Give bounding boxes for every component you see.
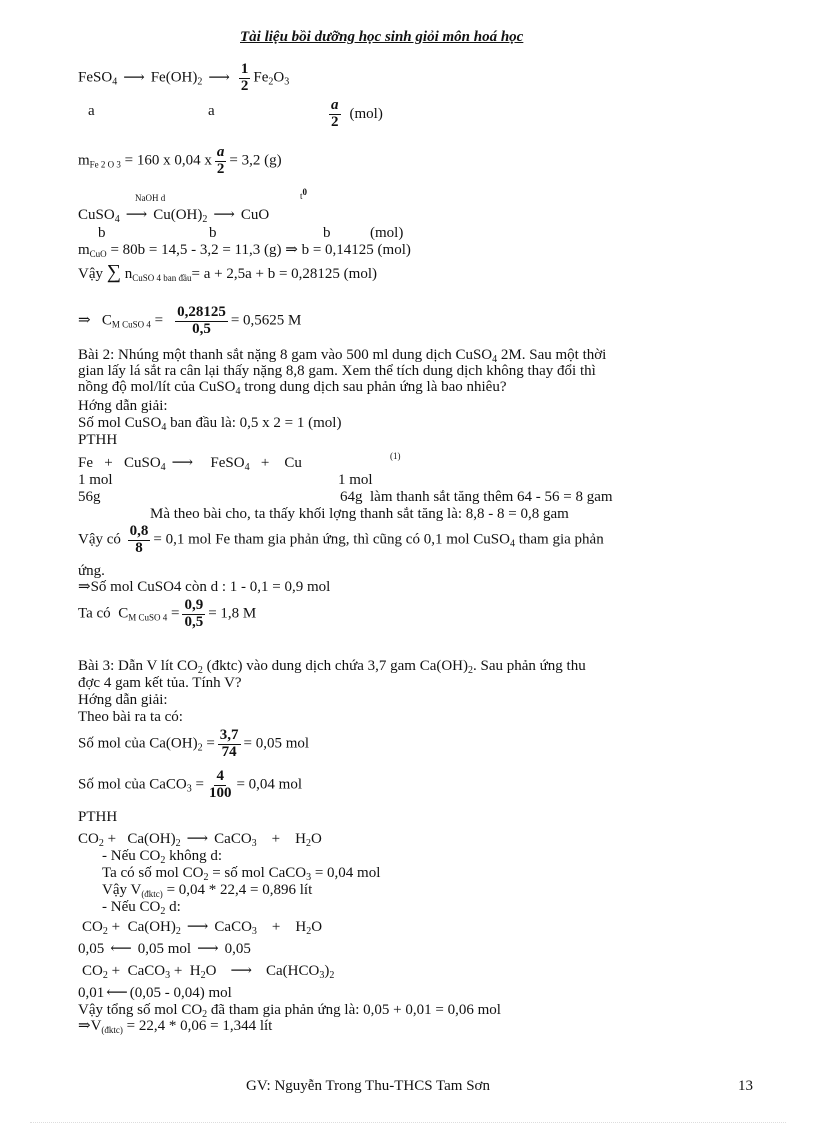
b3-m3: 0,01 ⟵ (0,05 - 0,04) mol [78, 985, 232, 1001]
b2-mol1: 1 mol [78, 472, 113, 488]
b2-pthh: PTHH [78, 432, 118, 448]
naoh-label: NaOH d [135, 193, 166, 203]
b2-eq-note: (1) [390, 451, 401, 461]
mol-b-3: b [323, 225, 331, 241]
b3-vfinal: $\Rightarrow V_{(đktc)} = 22,4 * 0,06 = 1,344$ lít [78, 1018, 273, 1035]
b3-case2: - Nếu $CO_2$ d: [102, 899, 181, 917]
b2-taco: Ta có $C_{M CuSO 4}$ = $\frac{0,9}{0,5}$ = 1,8 M [78, 597, 257, 630]
mass-cuo: $m_{CuO} = 80b = 14,5 - 3,2 = 11,3$ (g) ⇒ b = 0,14125 (mol) [78, 242, 411, 259]
cm-cuso4: ⇒ $C_{M CuSO 4}$ = $\frac{0,28125}{0,5}$ = 0,5625 M [78, 304, 302, 337]
b2-g64: 64g làm thanh sắt tăng thêm 64 - 56 = 8 gam [340, 489, 613, 505]
b3-case1: - Nếu $CO_2$ không d: [102, 848, 222, 866]
b2-p2: gian lấy lá sắt ra cân lại thấy nặng 8,8 gam. Xem thể tích dung dịch không thay đổi thì [78, 363, 596, 379]
b2-guide: Hớng dẫn giải: [78, 398, 168, 414]
b2-con: ⇒Số mol CuSO4 còn d : 1 - 0,1 = 0,9 mol [78, 579, 331, 595]
mol-row-frac: $\frac{a}{2}$ (mol) [331, 97, 383, 130]
b3-eq3: $CO_2$ + CaCO$_3$ + $H_2O$ ⟶ $Ca(HCO_3)_2$ [82, 963, 335, 981]
b2-ung: ứng. [78, 563, 105, 579]
b2-mathe: Mà theo bài cho, ta thấy khối lợng thanh sắt tăng là: 8,8 - 8 = 0,8 gam [150, 506, 569, 522]
b2-somol: Số mol CuSO$_4$ ban đầu là: 0,5 x 2 = 1 (mol) [78, 415, 342, 433]
b3-theo: Theo bài ra ta có: [78, 709, 183, 725]
mol-b-1: b [98, 225, 106, 241]
b3-p2: đợc 4 gam kết tủa. Tính V? [78, 675, 242, 691]
b2-g56: 56g [78, 489, 101, 505]
mol-row-a: a [88, 103, 95, 119]
b3-c1a: Ta có số mol $CO_2$ = số mol CaCO$_3$ = 0,04 mol [102, 865, 381, 883]
reaction-cu: CuSO$_4$ ⟶ $Cu(OH)_2$ ⟶ CuO [78, 207, 270, 225]
b3-eq2: $CO_2 + Ca(OH)_2$ ⟶ CaCO$_3$ + $H_2O$ [82, 919, 323, 937]
b2-eq: Fe + CuSO$_4$ ⟶ FeSO$_4$ + Cu [78, 455, 302, 473]
footer-author: GV: Nguyễn Trong Thu-THCS Tam Sơn [246, 1078, 490, 1094]
b2-p1: Bài 2: Nhúng một thanh sắt nặng 8 gam vào 500 ml dung dịch CuSO$_4$ 2M. Sau một thời [78, 347, 607, 365]
b2-mol2: 1 mol [338, 472, 373, 488]
b3-s1: Số mol của $Ca(OH)_2$ = $\frac{3,7}{74}$ = 0,05 mol [78, 727, 310, 760]
b3-tong: Vậy tổng số mol $CO_2$ đã tham gia phản ứng là: 0,05 + 0,01 = 0,06 mol [78, 1002, 501, 1020]
b3-c1b: Vậy $V_{(đktc)} = 0,04 * 22,4 = 0,896$ lít [102, 882, 313, 899]
t0-label: $t^0$ [300, 187, 308, 201]
mol-row-a2: a [208, 103, 215, 119]
mol-b-unit: (mol) [370, 225, 404, 241]
b2-p3: nồng độ mol/lít của CuSO$_4$ trong dung dịch sau phản ứng là bao nhiêu? [78, 379, 507, 397]
b2-vayco: Vậy có $\frac{0,8}{8}$ = 0,1 mol Fe tham gia phản ứng, thì cũng có 0,1 mol CuSO$_4$ tham gia phản [78, 523, 604, 556]
page-header: Tài liệu bồi dưỡng học sinh giỏi môn hoá học [240, 29, 524, 45]
b3-s2: Số mol của CaCO$_3$ = $\frac{4}{100}$ = 0,04 mol [78, 768, 303, 801]
b3-p1: Bài 3: Dẫn V lít $CO_2$ (đktc) vào dung dịch chứa 3,7 gam $Ca(OH)_2$. Sau phản ứng thu [78, 658, 586, 676]
mass-fe2o3: $m_{Fe 2 O 3} = 160$ x 0,04 x $\frac{a}{2}$ = 3,2 (g) [78, 144, 282, 177]
reaction-fe: FeSO$_4$ ⟶ $Fe(OH)_2$ ⟶ $\frac{1}{2}$ $Fe_2O_3$ [78, 61, 290, 94]
page-number: 13 [738, 1078, 753, 1094]
b3-guide: Hớng dẫn giải: [78, 692, 168, 708]
b3-pthh: PTHH [78, 809, 118, 825]
b3-m2: 0,05 ⟵ 0,05 mol ⟶ 0,05 [78, 941, 251, 957]
mol-b-2: b [209, 225, 217, 241]
b3-eq1: $CO_2$ + $Ca(OH)_2$ ⟶ CaCO$_3$ + $H_2O$ [78, 831, 322, 849]
total-n: Vậy ∑ $n_{CuSO 4 ban đầu}= a + 2,5a + b = 0,28125$ (mol) [78, 261, 377, 283]
